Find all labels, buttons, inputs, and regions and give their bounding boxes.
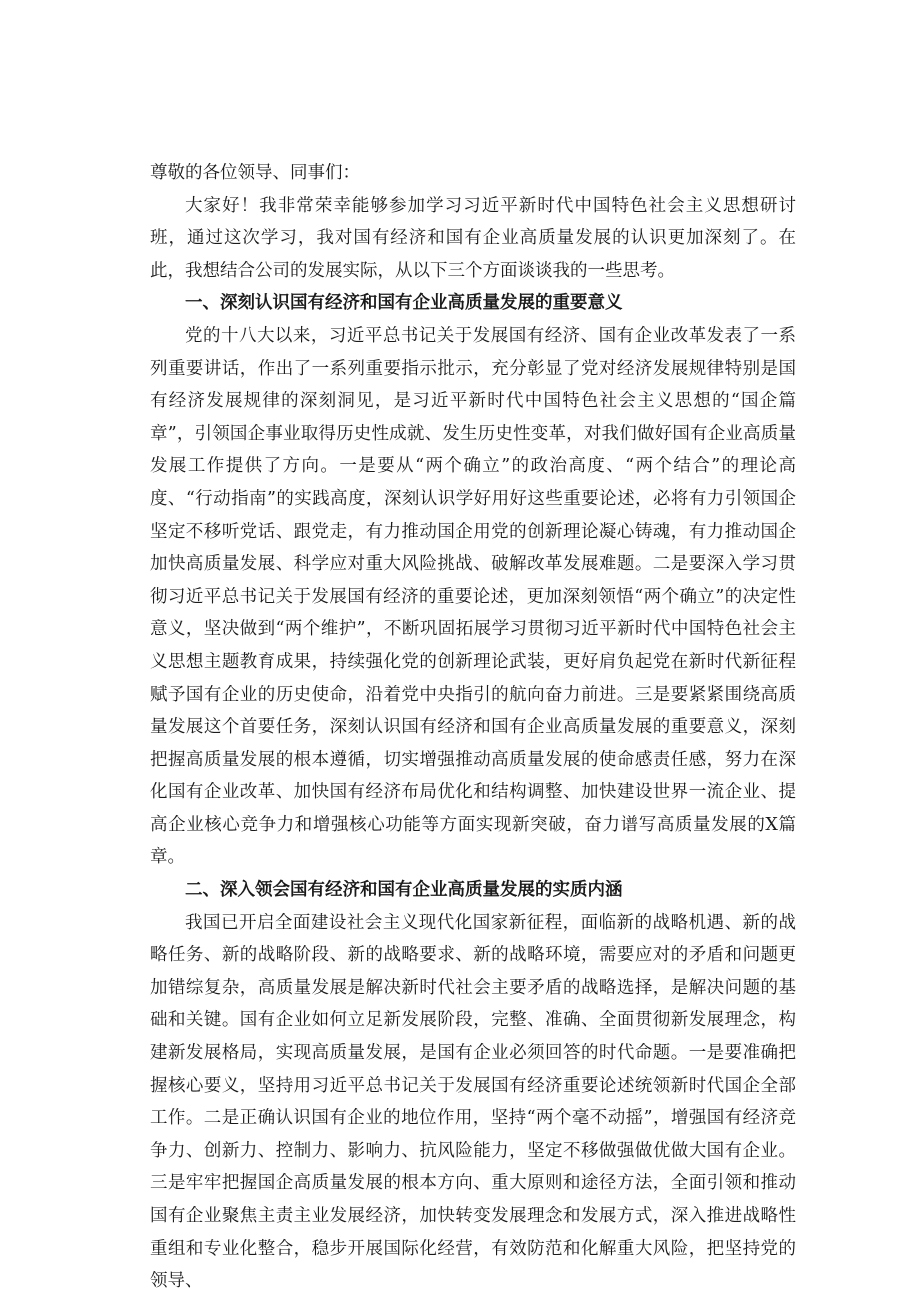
intro-paragraph: 大家好！我非常荣幸能够参加学习习近平新时代中国特色社会主义思想研讨班，通过这次学习，我对国有经济和国有企业高质量发展的认识更加深刻了。在此，我想结合公司的发展实际，从以下三个方面谈谈我的一些思考。 (150, 195, 796, 281)
section-1-paragraph: 党的十八大以来，习近平总书记关于发展国有经济、国有企业改革发表了一系列重要讲话，作出了一系列重要指示批示，充分彰显了党对经济发展规律特别是国有经济发展规律的深刻洞见，是习近平新时代中国特色社会主义思想的“国企篇章”，引领国企事业取得历史性成就、发生历史性变革，对我们做好国有企业高质量发展工作提供了方向。一是要从“两个确立”的政治高度、“两个结合”的理论高度、“行动指南”的实践高度，深刻认识学好用好这些重要论述，必将有力引领国企坚定不移听党话、跟党走，有力推动国企用党的创新理论凝心铸魂，有力推动国企加快高质量发展、科学应对重大风险挑战、破解改革发展难题。二是要深入学习贯彻习近平总书记关于发展国有经济的重要论述，更加深刻领悟“两个确立”的决定性意义，坚决做到“两个维护”，不断巩固拓展学习贯彻习近平新时代中国特色社会主义思想主题教育成果，持续强化党的创新理论武装，更好肩负起党在新时代新征程赋予国有企业的历史使命，沿着党中央指引的航向奋力前进。三是要紧紧围绕高质量发展这个首要任务，深刻认识国有经济和国有企业高质量发展的重要意义，深刻把握高质量发展的根本遵循，切实增强推动高质量发展的使命感责任感，努力在深化国有企业改革、加快国有经济布局优化和结构调整、加快建设世界一流企业、提高企业核心竞争力和增强核心功能等方面实现新突破，奋力谱写高质量发展的X篇章。 (150, 325, 796, 868)
section-2-heading: 二、深入领会国有经济和国有企业高质量发展的实质内涵 (185, 880, 623, 901)
section-1-heading: 一、深刻认识国有经济和国有企业高质量发展的重要意义 (185, 293, 623, 314)
greeting-line: 尊敬的各位领导、同事们： (150, 163, 360, 183)
section-2-paragraph: 我国已开启全面建设社会主义现代化国家新征程，面临新的战略机遇、新的战略任务、新的战略阶段、新的战略要求、新的战略环境，需要应对的矛盾和问题更加错综复杂，高质量发展是解决新时代社会主要矛盾的战略选择，是解决问题的基础和关键。国有企业如何立足新发展阶段，完整、准确、全面贯彻新发展理念，构建新发展格局，实现高质量发展，是国有企业必须回答的时代命题。一是要准确把握核心要义，坚持用习近平总书记关于发展国有经济重要论述统领新时代国企全部工作。二是正确认识国有企业的地位作用，坚持“两个毫不动摇”，增强国有经济竞争力、创新力、控制力、影响力、抗风险能力，坚定不移做强做优做大国有企业。三是牢牢把握国企高质量发展的根本方向、重大原则和途径方法，全面引领和推动国有企业聚焦主责主业发展经济，加快转变发展理念和发展方式，深入推进战略性重组和专业化整合，稳步开展国际化经营，有效防范和化解重大风险，把坚持党的领导、 (150, 912, 796, 1292)
document-body (150, 157, 796, 1298)
